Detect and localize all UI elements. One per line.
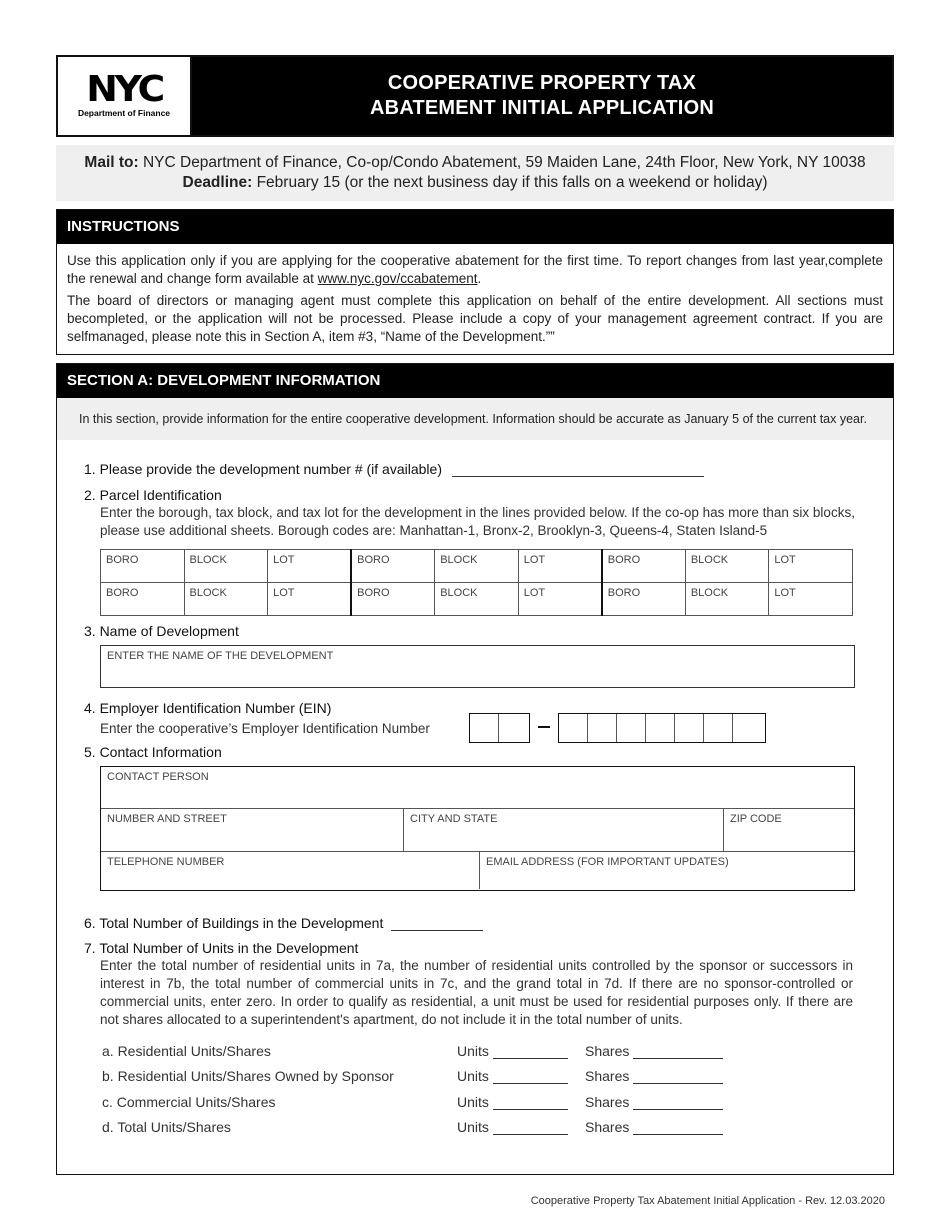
form-footer: Cooperative Property Tax Abatement Initial Application - Rev. 12.03.2020 — [530, 1195, 885, 1207]
question-1 — [84, 461, 704, 477]
contact-row — [101, 809, 854, 852]
street-field[interactable]: NUMBER AND STREET — [101, 809, 404, 851]
shares-field — [585, 1043, 723, 1059]
nyc-logo-subtitle: Department of Finance — [77, 108, 171, 118]
units-input[interactable] — [493, 1045, 568, 1059]
form-title — [192, 57, 892, 135]
development-number-input[interactable] — [452, 463, 704, 477]
ein-digit-box[interactable] — [588, 714, 617, 742]
parcel-lot-cell[interactable]: LOT — [518, 583, 602, 616]
units-label: Units — [457, 1068, 489, 1084]
ein-digit-box[interactable] — [646, 714, 675, 742]
parcel-lot-cell[interactable]: LOT — [518, 550, 602, 583]
units-label: Units — [457, 1094, 489, 1110]
question-3-title: 3. Name of Development — [84, 623, 239, 639]
units-row-label: b. Residential Units/Shares Owned by Sponsor — [102, 1068, 394, 1084]
shares-input[interactable] — [633, 1070, 723, 1084]
units-row-label: a. Residential Units/Shares — [102, 1043, 271, 1059]
parcel-block-cell[interactable]: BLOCK — [685, 583, 769, 616]
telephone-field[interactable]: TELEPHONE NUMBER — [101, 852, 480, 889]
deadline-line — [56, 173, 894, 193]
units-label: Units — [457, 1119, 489, 1135]
section-a-note: In this section, provide information for the entire cooperative development. Information should be accurate as January 5 of the current tax year. — [57, 398, 893, 440]
section-a-title: SECTION A: DEVELOPMENT INFORMATION — [57, 364, 893, 398]
deadline-text: February 15 (or the next business day if this falls on a weekend or holiday) — [252, 174, 768, 191]
city-state-field[interactable]: CITY AND STATE — [404, 809, 724, 851]
contact-row — [101, 767, 854, 809]
instructions-title: INSTRUCTIONS — [57, 210, 893, 244]
instructions-section — [56, 209, 894, 355]
instructions-paragraph-1 — [57, 252, 893, 288]
question-7-text: Enter the total number of residential units in 7a, the number of residential units controlled by the sponsor or successors in interest in 7b, the total number of commercial units in 7c, and the grand total in 7d. If there are no sponsor-controlled or commercial units, enter zero. In order to qualify as residential, a unit must be used for residential purposes only. If there are not shares allocated to a superintendent's apartment, do not include it in the total number of units. — [100, 958, 853, 1027]
parcel-boro-cell[interactable]: BORO — [101, 583, 185, 616]
contact-person-field[interactable]: CONTACT PERSON — [107, 771, 209, 783]
instructions-paragraph-2: The board of directors or managing agent must complete this application on behalf of the entire development. All sections must becompleted, or the application will not be processed. Please include a copy of your management agreement contract. If you are selfmanaged, please note this in Section A, item #3, “Name of the Development.”” — [67, 293, 883, 344]
mail-to-line — [56, 153, 894, 173]
question-6 — [84, 915, 483, 931]
shares-label: Shares — [585, 1094, 630, 1110]
ein-digit-box[interactable] — [559, 714, 588, 742]
contact-row — [101, 852, 854, 889]
units-row-label: c. Commercial Units/Shares — [102, 1094, 276, 1110]
parcel-table — [100, 549, 853, 616]
shares-input[interactable] — [633, 1121, 723, 1135]
units-field — [457, 1119, 568, 1135]
shares-field — [585, 1068, 723, 1084]
units-row-label: d. Total Units/Shares — [102, 1119, 231, 1135]
shares-input[interactable] — [633, 1045, 723, 1059]
question-4-title: 4. Employer Identification Number (EIN) — [84, 700, 332, 716]
units-input[interactable] — [493, 1096, 568, 1110]
question-1-label: 1. Please provide the development number # (if available) — [84, 461, 442, 477]
parcel-lot-cell[interactable]: LOT — [769, 583, 853, 616]
nyc-logo-mark: NYC — [86, 69, 162, 110]
ein-digit-box[interactable] — [470, 714, 499, 742]
ein-dash — [538, 726, 550, 728]
parcel-row — [101, 583, 853, 616]
question-4-text: Enter the cooperative’s Employer Identification Number — [100, 721, 430, 736]
parcel-block-cell[interactable]: BLOCK — [435, 583, 519, 616]
parcel-lot-cell[interactable]: LOT — [268, 550, 352, 583]
parcel-boro-cell[interactable]: BORO — [101, 550, 185, 583]
section-a — [56, 363, 894, 1175]
parcel-block-cell[interactable]: BLOCK — [184, 583, 268, 616]
mail-to-address: NYC Department of Finance, Co-op/Condo Abatement, 59 Maiden Lane, 24th Floor, New York, NY 10038 — [138, 154, 866, 171]
shares-field — [585, 1119, 723, 1135]
development-name-input[interactable]: ENTER THE NAME OF THE DEVELOPMENT — [100, 645, 855, 688]
ein-digit-box[interactable] — [499, 714, 528, 742]
shares-label: Shares — [585, 1043, 630, 1059]
instructions-p1-end: . — [477, 271, 482, 286]
question-2-text: Enter the borough, tax block, and tax lot for the development in the lines provided below. If the co-op has more than six blocks, please use additional sheets. Borough codes are: Manhattan-1, Bronx-2, Brooklyn-3, Queens-4, Staten Island-5 — [100, 505, 855, 538]
nyc-logo — [58, 57, 192, 135]
ein-digit-box[interactable] — [704, 714, 733, 742]
units-field — [457, 1068, 568, 1084]
ein-prefix-input[interactable] — [469, 713, 530, 743]
renewal-form-link[interactable]: www.nyc.gov/ccabatement — [317, 271, 478, 286]
shares-label: Shares — [585, 1119, 630, 1135]
parcel-boro-cell[interactable]: BORO — [351, 583, 435, 616]
parcel-boro-cell[interactable]: BORO — [602, 550, 686, 583]
parcel-block-cell[interactable]: BLOCK — [435, 550, 519, 583]
units-label: Units — [457, 1043, 489, 1059]
zip-code-field[interactable]: ZIP CODE — [730, 813, 782, 825]
question-2-title: 2. Parcel Identification — [84, 487, 222, 503]
instructions-p1-text: Use this application only if you are applying for the cooperative abatement for the first time. To report changes from last year,complete the renewal and change form available at — [67, 253, 883, 286]
units-input[interactable] — [493, 1121, 568, 1135]
parcel-row — [101, 550, 853, 583]
parcel-boro-cell[interactable]: BORO — [602, 583, 686, 616]
parcel-lot-cell[interactable]: LOT — [769, 550, 853, 583]
units-field — [457, 1043, 568, 1059]
buildings-count-input[interactable] — [391, 917, 483, 931]
shares-input[interactable] — [633, 1096, 723, 1110]
shares-field — [585, 1094, 723, 1110]
parcel-lot-cell[interactable]: LOT — [268, 583, 352, 616]
shares-label: Shares — [585, 1068, 630, 1084]
units-input[interactable] — [493, 1070, 568, 1084]
question-5-title: 5. Contact Information — [84, 744, 222, 760]
ein-digit-box[interactable] — [675, 714, 704, 742]
form-title-line2: ABATEMENT INITIAL APPLICATION — [370, 97, 714, 119]
parcel-block-cell[interactable]: BLOCK — [685, 550, 769, 583]
mail-info — [56, 145, 894, 201]
contact-info-table — [100, 766, 855, 891]
parcel-block-cell[interactable]: BLOCK — [184, 550, 268, 583]
units-field — [457, 1094, 568, 1110]
form-header — [56, 55, 894, 137]
ein-digit-box[interactable] — [617, 714, 646, 742]
ein-suffix-input[interactable] — [558, 713, 766, 743]
question-6-label: 6. Total Number of Buildings in the Development — [84, 915, 384, 931]
form-title-line1: COOPERATIVE PROPERTY TAX — [387, 72, 697, 94]
deadline-label: Deadline: — [182, 174, 253, 191]
question-7-title: 7. Total Number of Units in the Development — [84, 940, 359, 956]
parcel-boro-cell[interactable]: BORO — [351, 550, 435, 583]
ein-digit-box[interactable] — [733, 714, 762, 742]
mail-to-label: Mail to: — [84, 154, 139, 171]
email-field[interactable]: EMAIL ADDRESS (FOR IMPORTANT UPDATES) — [486, 856, 729, 868]
